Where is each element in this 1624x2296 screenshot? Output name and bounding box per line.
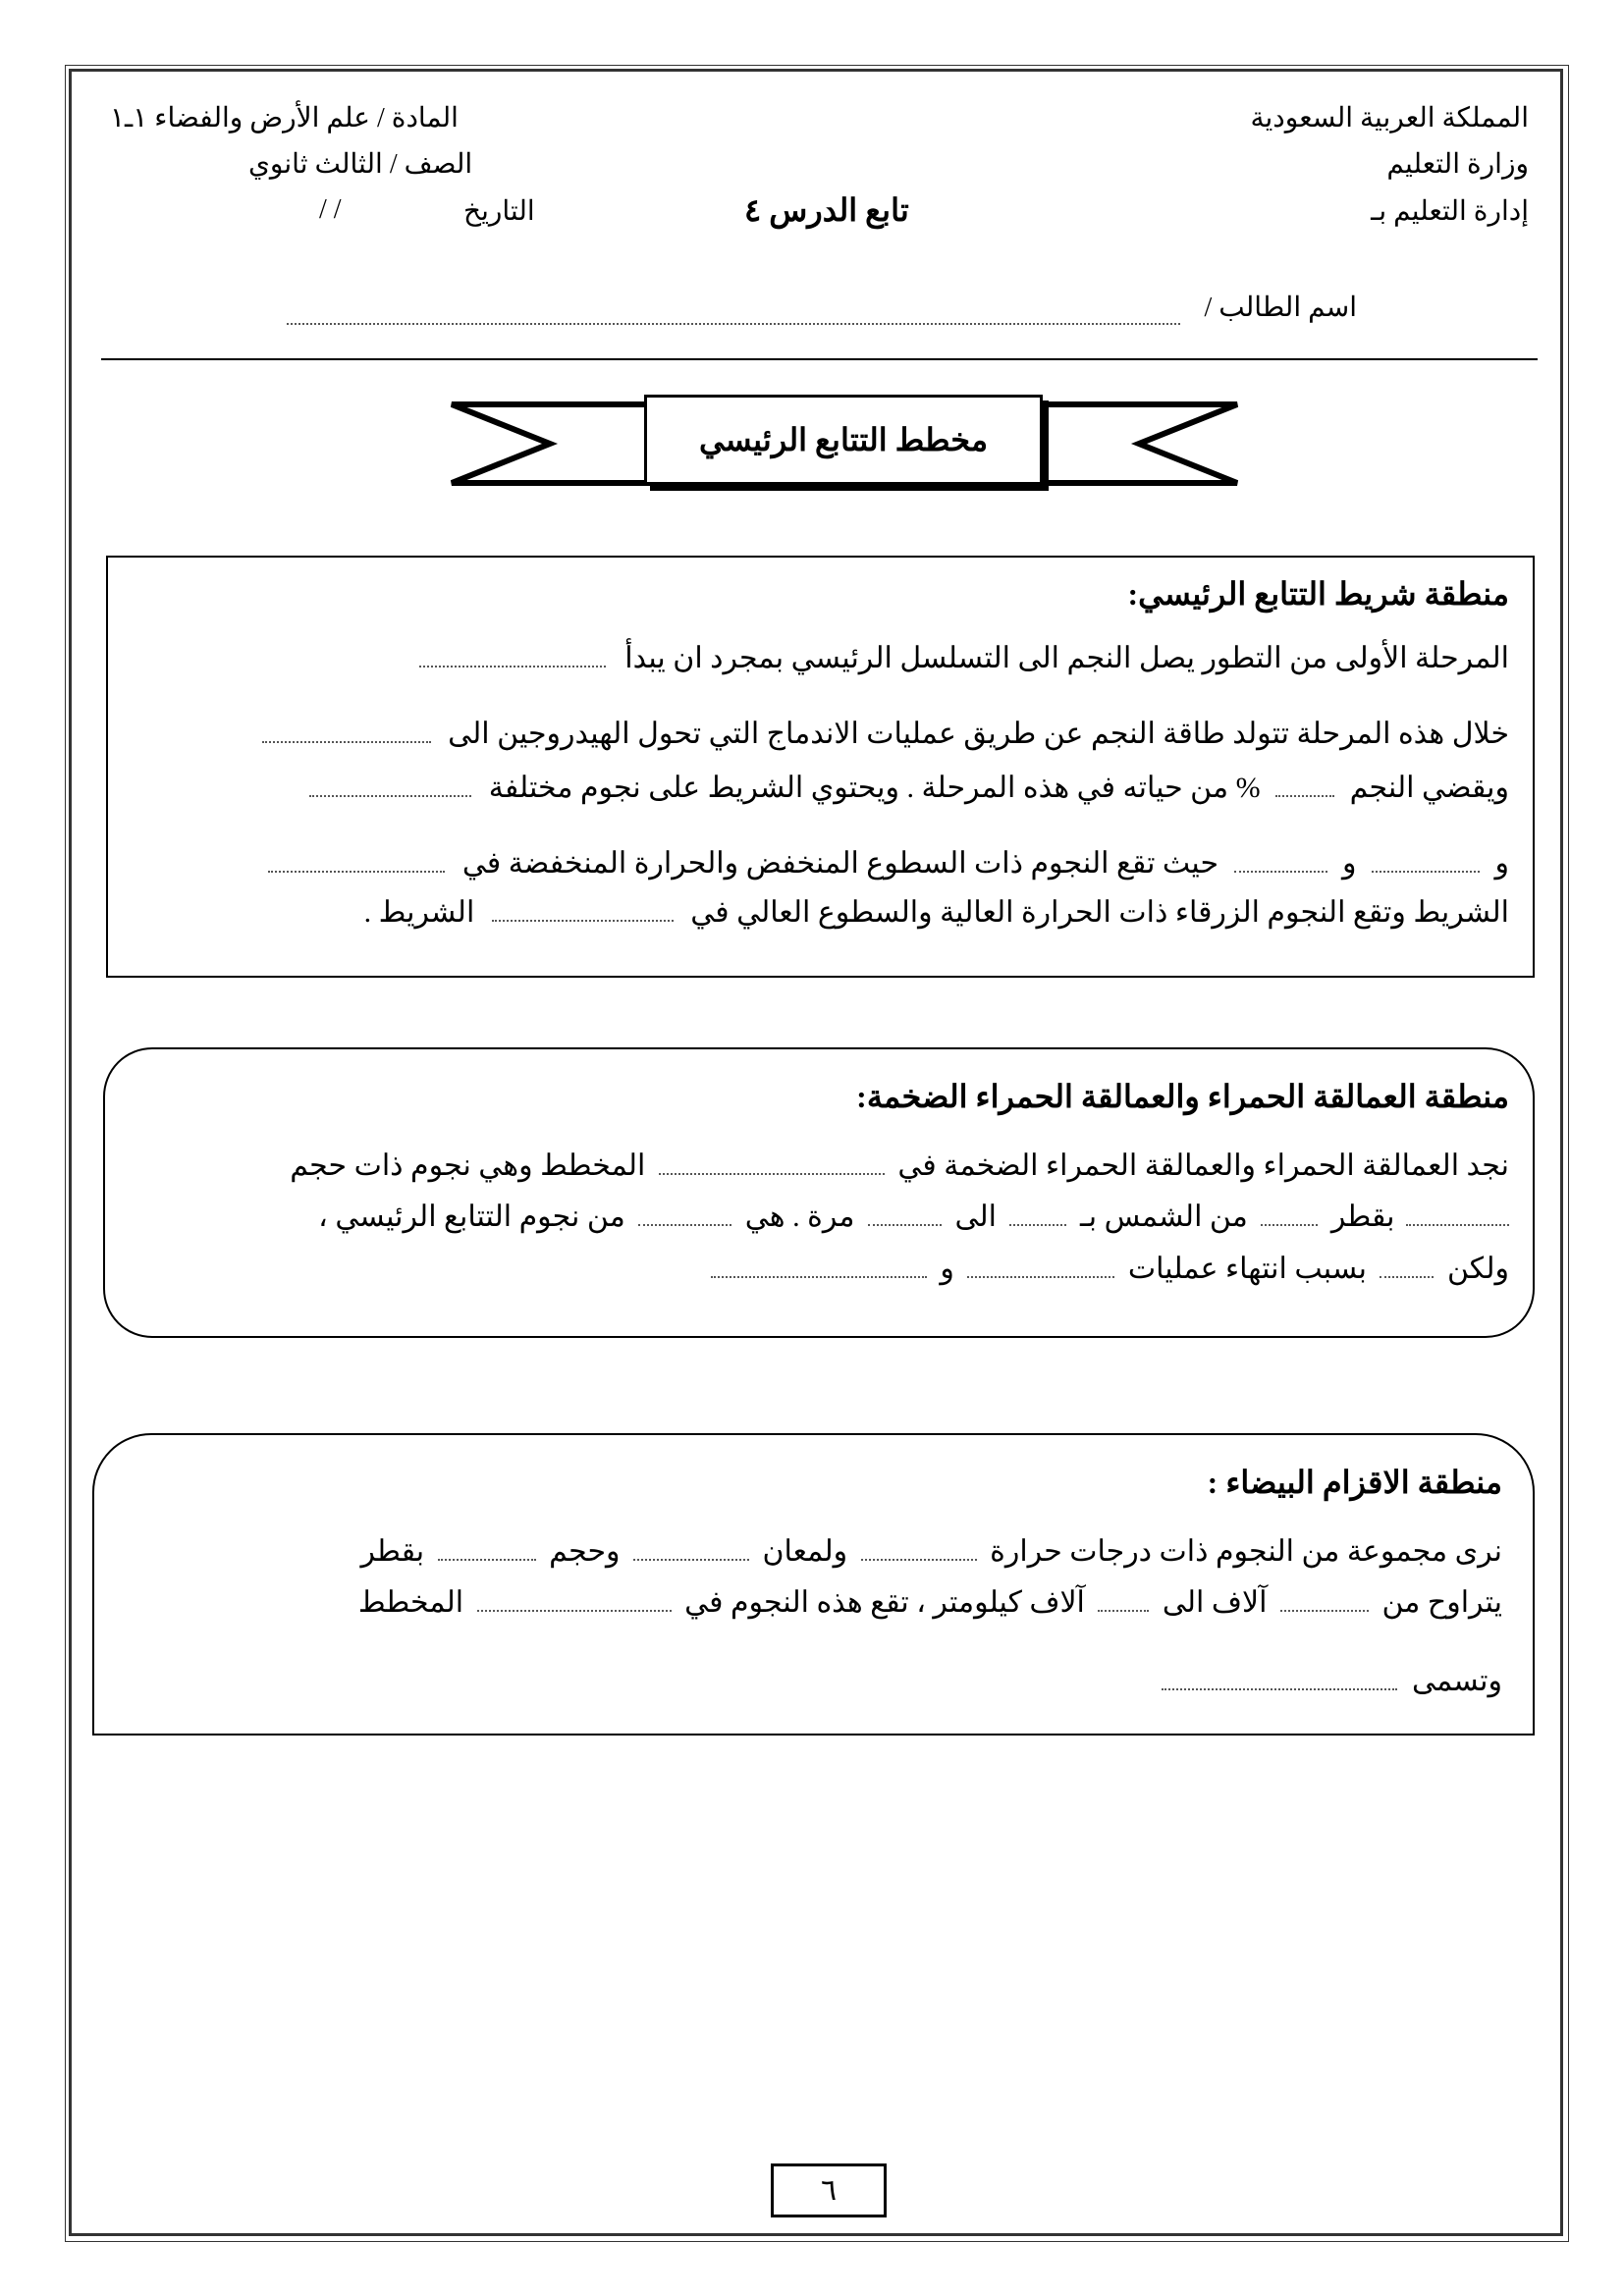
student-name-blank[interactable] [287, 322, 1180, 325]
blank[interactable] [1280, 1609, 1369, 1612]
section1-line4-b: و [1342, 847, 1357, 880]
blank[interactable] [262, 740, 431, 743]
blank[interactable] [1009, 1223, 1066, 1226]
section2-line3-b: بسبب انتهاء عمليات [1127, 1253, 1367, 1285]
date-slashes: / / [319, 194, 342, 225]
section1-line3-a: ويقضي النجم [1349, 772, 1509, 804]
blank[interactable] [1406, 1223, 1509, 1226]
blank[interactable] [711, 1275, 927, 1278]
section1-line4 [268, 846, 1509, 881]
kingdom-label: المملكة العربية السعودية [1250, 103, 1529, 133]
blank[interactable] [1098, 1609, 1149, 1612]
section3-line2-d: المخطط [357, 1586, 464, 1619]
section1-line4-a: و [1494, 847, 1509, 880]
blank[interactable] [477, 1609, 672, 1612]
section2-line3 [711, 1252, 1509, 1286]
blank[interactable] [868, 1223, 942, 1226]
section1-line3 [309, 771, 1509, 805]
blank[interactable] [1261, 1223, 1318, 1226]
section2-line1-b: المخطط وهي نجوم ذات حجم [290, 1149, 646, 1182]
blank[interactable] [861, 1558, 977, 1561]
section2-line2-c: الى [954, 1201, 997, 1233]
blank[interactable] [438, 1558, 536, 1561]
page-number: ٦ [771, 2163, 887, 2217]
section3-line1-d: بقطر [360, 1535, 425, 1568]
section1-line1-text: المرحلة الأولى من التطور يصل النجم الى التسلسل الرئيسي بمجرد ان يبدأ [624, 642, 1509, 674]
section1-title: منطقة شريط التتابع الرئيسي: [1127, 576, 1509, 612]
section1-line5-b: الشريط . [363, 896, 475, 929]
ministry-label: وزارة التعليم [1386, 149, 1529, 180]
section2-line3-c: و [940, 1253, 954, 1285]
section2-line2-e: من نجوم التتابع الرئيسي ، [318, 1201, 625, 1233]
blank[interactable] [1380, 1275, 1434, 1278]
section3-title: منطقة الاقزام البيضاء : [1207, 1465, 1502, 1500]
blank[interactable] [1234, 870, 1327, 873]
section3-line2-c: آلاف كيلومتر ، تقع هذه النجوم في [684, 1586, 1085, 1619]
section3-line1-c: وحجم [549, 1535, 621, 1568]
blank[interactable] [633, 1558, 749, 1561]
section1-line5 [364, 895, 1509, 930]
blank[interactable] [309, 794, 471, 797]
section3-line2 [358, 1585, 1502, 1620]
blank[interactable] [1372, 870, 1480, 873]
section1-line2 [262, 717, 1509, 751]
section3-line1-b: ولمعان [762, 1535, 848, 1568]
blank[interactable] [268, 870, 445, 873]
header-divider [101, 358, 1538, 360]
section1-line5-a: الشريط وتقع النجوم الزرقاء ذات الحرارة العالية والسطوع العالي في [690, 896, 1509, 929]
blank[interactable] [1275, 794, 1334, 797]
grade-label: الصف / الثالث ثانوي [248, 149, 473, 180]
lesson-title: تابع الدرس ٤ [744, 192, 909, 228]
banner-title: مخطط التتابع الرئيسي [644, 395, 1043, 485]
date-label: التاريخ [463, 196, 535, 227]
section3-line3 [1162, 1664, 1502, 1698]
section1-line3-b: % من حياته في هذه المرحلة . ويحتوي الشريط على نجوم مختلفة [488, 772, 1261, 804]
section3-line1-a: نرى مجموعة من النجوم ذات درجات حرارة [990, 1535, 1502, 1568]
section3-line2-b: آلاف الى [1162, 1586, 1268, 1619]
section2-line1 [290, 1148, 1509, 1183]
blank[interactable] [1162, 1687, 1397, 1690]
blank[interactable] [419, 665, 606, 667]
admin-label: إدارة التعليم بـ [1371, 196, 1529, 227]
section1-line1 [419, 641, 1509, 675]
blank[interactable] [967, 1275, 1114, 1278]
section3-line2-a: يتراوح من [1381, 1586, 1502, 1619]
section2-line2-b: من الشمس بـ [1079, 1201, 1248, 1233]
section1-line2-text: خلال هذه المرحلة تتولد طاقة النجم عن طريق عمليات الاندماج التي تحول الهيدروجين الى [448, 718, 1509, 750]
blank[interactable] [492, 919, 674, 922]
section3-line3-a: وتسمى [1412, 1665, 1502, 1697]
section2-line2-d: مرة . هي [744, 1201, 855, 1233]
section2-line2-a: بقطر [1330, 1201, 1395, 1233]
blank[interactable] [638, 1223, 731, 1226]
subject-label: المادة / علم الأرض والفضاء ١ـ١ [110, 103, 459, 133]
section1-line4-c: حيث تقع النجوم ذات السطوع المنخفض والحرارة المنخفضة في [461, 847, 1218, 880]
student-name-label: اسم الطالب / [1204, 293, 1357, 323]
section2-line1-a: نجد العمالقة الحمراء والعمالقة الحمراء الضخمة في [897, 1149, 1509, 1182]
section3-line1 [360, 1534, 1502, 1569]
blank[interactable] [659, 1172, 885, 1175]
section2-line3-a: ولكن [1446, 1253, 1509, 1285]
section2-line2 [318, 1200, 1509, 1234]
section2-title: منطقة العمالقة الحمراء والعمالقة الحمراء الضخمة: [856, 1079, 1509, 1114]
